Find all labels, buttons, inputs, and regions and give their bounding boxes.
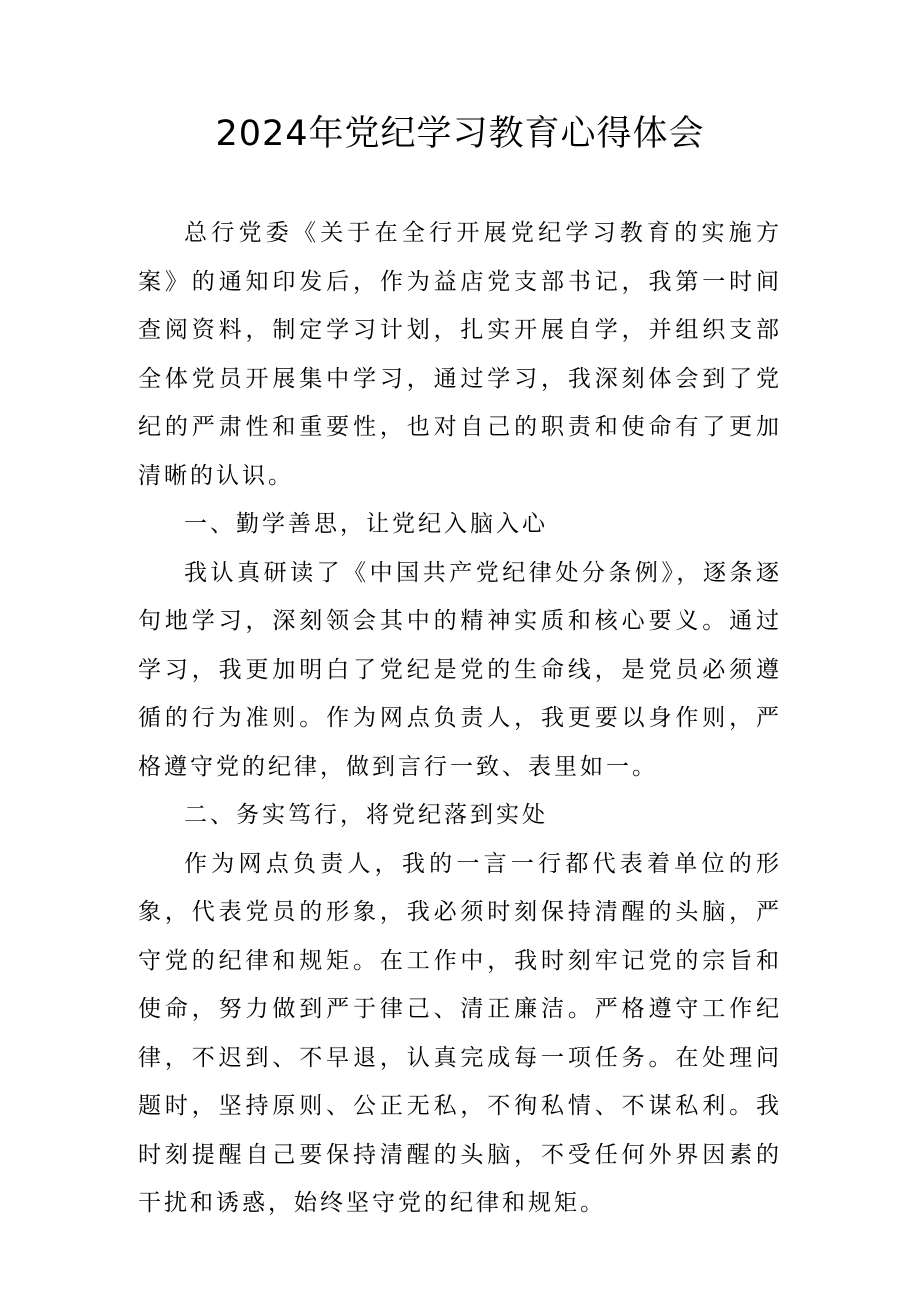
document-title: 2024年党纪学习教育心得体会	[215, 114, 705, 154]
section-heading-1: 一、勤学善思，让党纪入脑入心	[184, 511, 548, 537]
section-2-paragraph: 作为网点负责人，我的一言一行都代表着单位的形象，代表党员的形象，我必须时刻保持清醒的头脑，严守党的纪律和规矩。在工作中，我时刻牢记党的宗旨和使命，努力做到严于律己、清正廉洁。严格遵守工作纪律，不迟到、不早退，认真完成每一项任务。在处理问题时，坚持原则、公正无私，不徇私情、不谋私利。我时刻提醒自己要保持清醒的头脑，不受任何外界因素的干扰和诱惑，始终坚守党的纪律和规矩。	[138, 850, 782, 1216]
intro-paragraph: 总行党委《关于在全行开展党纪学习教育的实施方案》的通知印发后，作为益店党支部书记，我第一时间查阅资料，制定学习计划，扎实开展自学，并组织支部全体党员开展集中学习，通过学习，我深刻体会到了党纪的严肃性和重要性，也对自己的职责和使命有了更加清晰的认识。	[138, 220, 782, 489]
document-body	[138, 209, 782, 1228]
section-1-paragraph: 我认真研读了《中国共产党纪律处分条例》，逐条逐句地学习，深刻领会其中的精神实质和核心要义。通过学习，我更加明白了党纪是党的生命线，是党员必须遵循的行为准则。作为网点负责人，我更要以身作则，严格遵守党的纪律，做到言行一致、表里如一。	[138, 559, 782, 780]
section-heading-2: 二、务实笃行，将党纪落到实处	[184, 802, 548, 828]
